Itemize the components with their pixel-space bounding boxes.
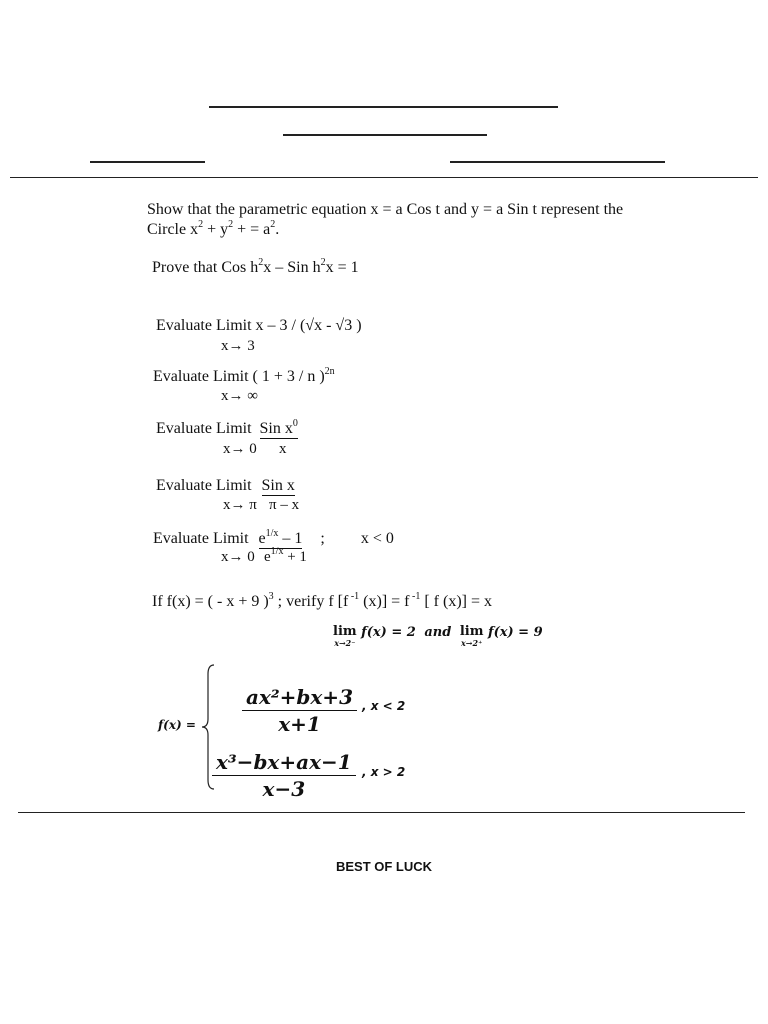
case-2-fraction: $\frac{\text{x³−bx+ax−1}}{x-3}$ xyxy=(212,749,356,802)
question-1-line-2: Circle $x^2 + y^2$ + = $a^2$. xyxy=(147,219,280,238)
question-9-limits: lim x→2⁻ f(x) = 2 and lim x→2⁺ f(x) = 9 xyxy=(333,624,543,648)
question-2: Prove that Cos $h^2x$ – Sin $h^2x = 1$ xyxy=(152,257,359,276)
case-1-fraction: $\frac{\text{ax²+bx+3}}{x+1}$ xyxy=(242,684,357,737)
question-6: Evaluate Limit Sin x xyxy=(156,477,295,494)
exam-title-blank xyxy=(283,134,487,136)
student-name-blank xyxy=(90,161,205,163)
question-4: Evaluate Limit ( 1 + 3 / n )$^{2n}$ xyxy=(153,366,335,385)
question-3: Evaluate Limit x – 3 / (√x - √3 ) xyxy=(156,317,362,334)
question-5-denominator: x xyxy=(279,441,287,457)
question-1-line-1: Show that the parametric equation x = a Cos t and y = a Sin t represent the xyxy=(147,201,624,218)
question-5-limit-subscript: x→ 0 xyxy=(223,441,257,457)
class-info-blank xyxy=(450,161,665,163)
question-8: If f(x) = ( - x + 9 )$^3$ ; verify f [f $^{-1}$ (x)] = f $^{-1}$ [ f (x)] = x xyxy=(152,591,493,610)
question-5: Evaluate Limit Sin $x^0$ xyxy=(156,418,298,437)
case-2-condition: , x > 2 xyxy=(362,765,406,779)
question-7-denominator: $e^{1/x} + 1$ xyxy=(264,546,307,565)
footer-divider xyxy=(18,812,745,813)
question-6-denominator: π – x xyxy=(269,497,300,513)
case-1-condition: , x < 2 xyxy=(362,699,406,713)
school-name-blank xyxy=(209,106,558,108)
question-4-limit-subscript: x→ ∞ xyxy=(221,388,258,404)
question-7-limit-subscript: x→ 0 xyxy=(221,549,255,565)
question-7: Evaluate Limit $e^{1/x} - 1$ ; x < 0 xyxy=(153,528,394,547)
best-of-luck-text: BEST OF LUCK xyxy=(335,859,433,874)
question-3-limit-subscript: x→ 3 xyxy=(221,338,255,354)
question-6-limit-subscript: x→ π xyxy=(223,497,257,513)
header-divider xyxy=(10,177,758,178)
piecewise-function-label: f(x) = xyxy=(158,718,196,732)
